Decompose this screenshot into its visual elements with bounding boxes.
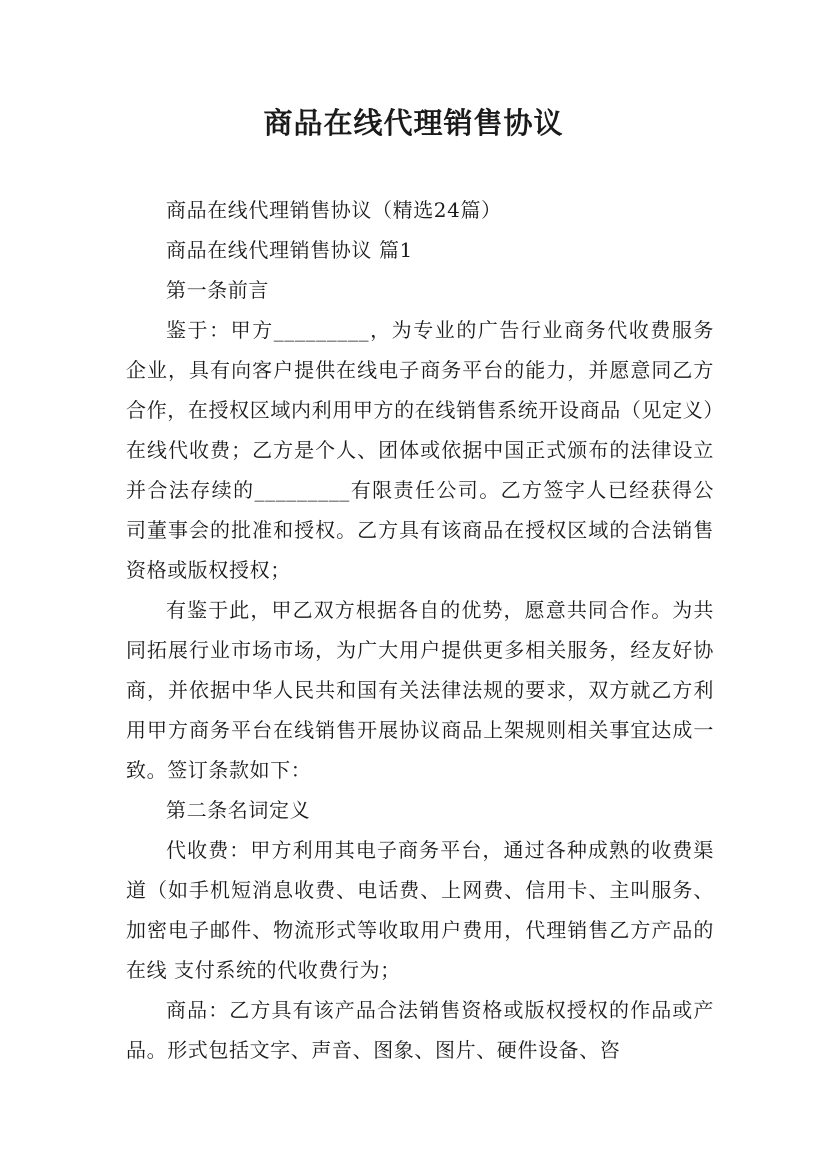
paragraph-preamble: 鉴于：甲方_________，为专业的广告行业商务代收费服务企业，具有向客户提供在线电子商务平台的能力，并愿意同乙方合作，在授权区域内利用甲方的在线销售系统开设商品（见定义）在线代收费；乙方是个人、团体或依据中国正式颁布的法律设立并合法存续的_________有限责任公司。乙方签字人已经获得公司董事会的批准和授权。乙方具有该商品在授权区域的合法销售资格或版权授权；	[126, 318, 714, 582]
document-body	[126, 190, 714, 1070]
paragraph-article-2-heading: 第二条名词定义	[166, 798, 311, 822]
paragraph-subtitle: 商品在线代理销售协议（精选24篇）	[166, 198, 502, 222]
paragraph-article-1-heading: 第一条前言	[166, 278, 269, 302]
document-title: 商品在线代理销售协议	[263, 106, 564, 140]
paragraph-definition-collection: 代收费：甲方利用其电子商务平台，通过各种成熟的收费渠道（如手机短消息收费、电话费、上网费、信用卡、主叫服务、加密电子邮件、物流形式等收取用户费用，代理销售乙方产品的在线 支付系统的代收费行为；	[126, 838, 714, 982]
paragraph-definition-goods: 商品：乙方具有该产品合法销售资格或版权授权的作品或产品。形式包括文字、声音、图象、图片、硬件设备、咨	[126, 998, 714, 1062]
paragraph-section-heading: 商品在线代理销售协议 篇1	[166, 238, 413, 262]
paragraph-whereas: 有鉴于此，甲乙双方根据各自的优势，愿意共同合作。为共同拓展行业市场市场，为广大用户提供更多相关服务，经友好协商，并依据中华人民共和国有关法律法规的要求，双方就乙方利用甲方商务平台在线销售开展协议商品上架规则相关事宜达成一致。签订条款如下：	[126, 598, 714, 782]
